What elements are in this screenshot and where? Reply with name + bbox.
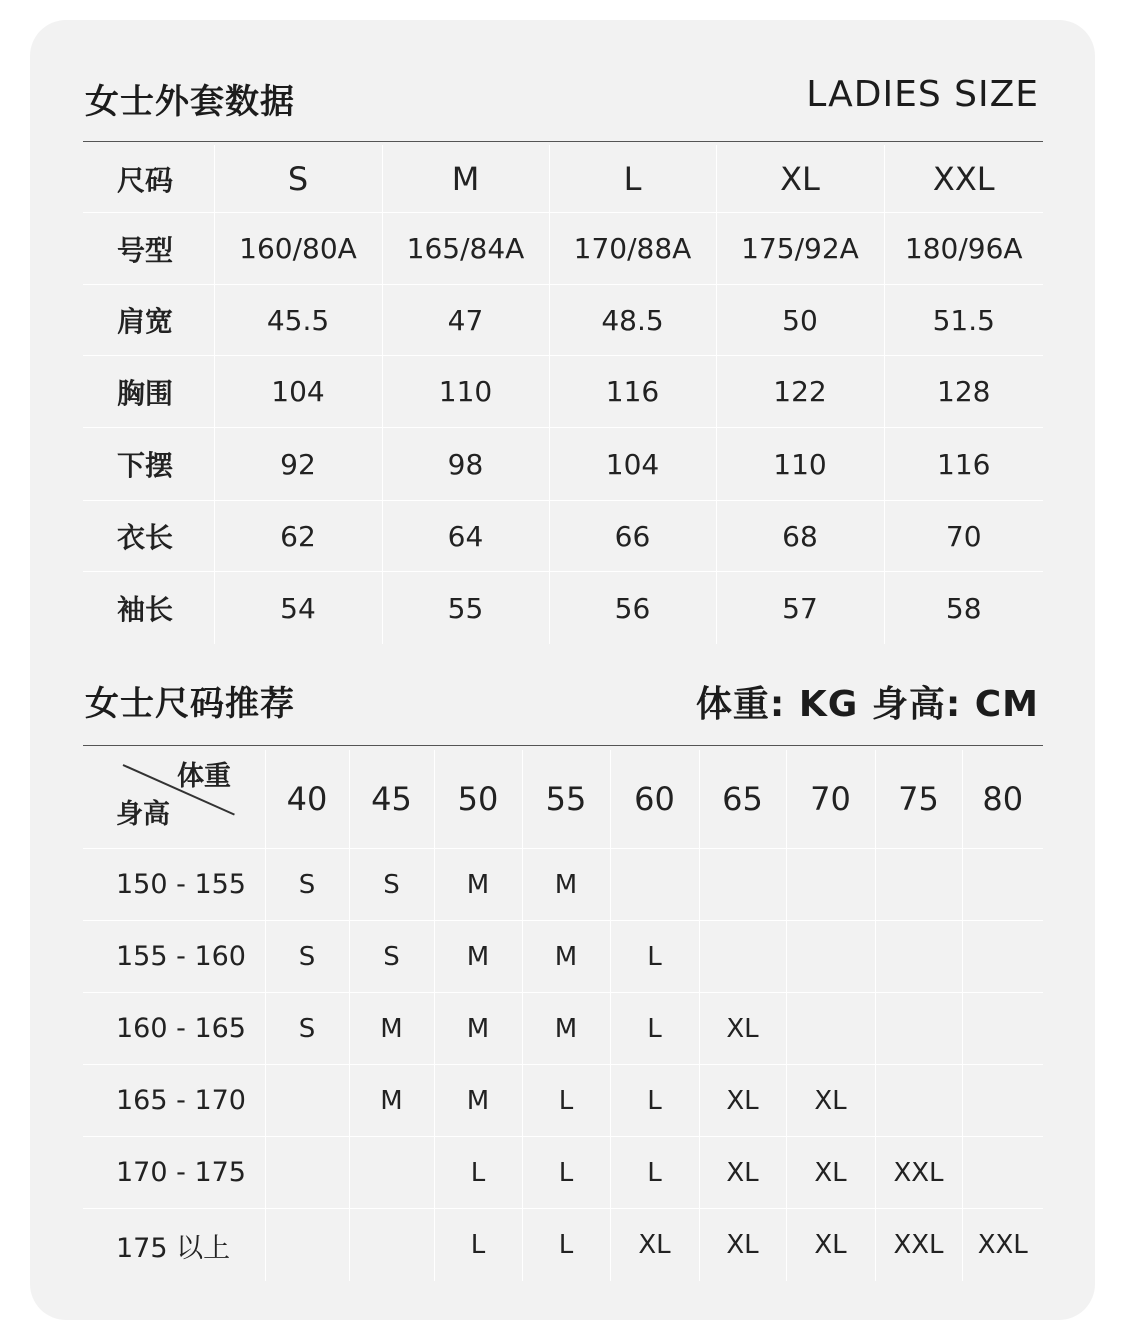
table-cell: 51.5 — [884, 285, 1043, 356]
table-cell: 45.5 — [214, 285, 382, 356]
height-range-label: 165 - 170 — [83, 1065, 265, 1137]
table-cell: 48.5 — [549, 285, 716, 356]
table-cell: 68 — [716, 501, 884, 572]
recommended-size-cell: L — [610, 993, 699, 1065]
table-row — [83, 572, 1043, 645]
recommended-size-cell: M — [349, 1065, 434, 1137]
table-cell: 50 — [716, 285, 884, 356]
recommended-size-cell — [349, 1137, 434, 1209]
recommended-size-cell: L — [434, 1209, 522, 1282]
divider — [83, 745, 1043, 746]
size-header: M — [382, 145, 549, 213]
table-row — [83, 921, 1043, 993]
table-cell: 110 — [716, 428, 884, 501]
table-row — [83, 1209, 1043, 1282]
recommended-size-cell: XL — [699, 1065, 786, 1137]
table-cell: 66 — [549, 501, 716, 572]
table-cell: 180/96A — [884, 213, 1043, 285]
recommended-size-cell: L — [522, 1065, 610, 1137]
table-cell: 110 — [382, 356, 549, 428]
recommended-size-cell — [962, 921, 1043, 993]
table-cell: 70 — [884, 501, 1043, 572]
recommended-size-cell — [610, 849, 699, 921]
recommended-size-cell — [786, 993, 875, 1065]
table-cell: 165/84A — [382, 213, 549, 285]
recommended-size-cell — [962, 1137, 1043, 1209]
recommended-size-cell — [875, 1065, 962, 1137]
recommended-size-cell — [962, 849, 1043, 921]
recommended-size-cell: XL — [786, 1065, 875, 1137]
height-range-label: 175 以上 — [83, 1209, 265, 1282]
table-cell: 54 — [214, 572, 382, 645]
size-header: L — [549, 145, 716, 213]
corner-header — [83, 750, 265, 848]
table-row — [83, 1065, 1043, 1137]
recommended-size-cell: XL — [786, 1209, 875, 1282]
table-cell: 104 — [549, 428, 716, 501]
weight-header: 55 — [522, 750, 610, 849]
table-row — [83, 285, 1043, 356]
size-header: XXL — [884, 145, 1043, 213]
table-cell: 98 — [382, 428, 549, 501]
table-cell: 170/88A — [549, 213, 716, 285]
size-spec-table — [83, 145, 1043, 644]
recommended-size-cell: XL — [786, 1137, 875, 1209]
recommended-size-cell: M — [434, 993, 522, 1065]
height-label: 身高 — [116, 799, 170, 830]
table-header-row — [83, 145, 1043, 213]
recommended-size-cell: S — [265, 921, 349, 993]
table-row — [83, 213, 1043, 285]
recommended-size-cell: S — [265, 993, 349, 1065]
recommended-size-cell — [265, 1209, 349, 1282]
table-cell: 64 — [382, 501, 549, 572]
table-cell: 104 — [214, 356, 382, 428]
recommended-size-cell: L — [610, 921, 699, 993]
weight-header: 80 — [962, 750, 1043, 849]
recommended-size-cell: M — [522, 849, 610, 921]
recommended-size-cell: S — [349, 921, 434, 993]
recommended-size-cell — [699, 921, 786, 993]
size-recommendation-title: 女士尺码推荐 — [85, 684, 295, 724]
recommended-size-cell — [265, 1137, 349, 1209]
recommended-size-cell — [349, 1209, 434, 1282]
recommended-size-cell: S — [349, 849, 434, 921]
recommended-size-cell — [962, 1065, 1043, 1137]
table-cell: 122 — [716, 356, 884, 428]
recommended-size-cell: M — [434, 1065, 522, 1137]
size-header: S — [214, 145, 382, 213]
weight-header: 70 — [786, 750, 875, 849]
recommended-size-cell: L — [610, 1065, 699, 1137]
recommended-size-cell: L — [434, 1137, 522, 1209]
height-range-label: 150 - 155 — [83, 849, 265, 921]
weight-label: 体重 — [177, 761, 231, 792]
table-row — [83, 501, 1043, 572]
recommended-size-cell: M — [434, 849, 522, 921]
table-cell: 58 — [945, 591, 982, 625]
height-range-label: 155 - 160 — [83, 921, 265, 993]
weight-header: 65 — [699, 750, 786, 849]
table-cell: 128 — [884, 356, 1043, 428]
ladies-size-label: LADIES SIZE — [806, 74, 1039, 115]
recommended-size-cell — [786, 921, 875, 993]
table-cell: 55 — [382, 572, 549, 645]
recommended-size-cell: XXL — [977, 1230, 1028, 1260]
weight-header: 60 — [610, 750, 699, 849]
table-header-row — [83, 750, 1043, 849]
recommended-size-cell: M — [522, 993, 610, 1065]
corner-header-cell — [83, 750, 265, 849]
table-cell: 62 — [214, 501, 382, 572]
row-label: 尺码 — [83, 145, 214, 213]
recommended-size-cell — [962, 993, 1043, 1065]
units-label: 体重: KG 身高: CM — [695, 684, 1039, 725]
recommended-size-cell — [699, 849, 786, 921]
table-row — [83, 849, 1043, 921]
row-label: 袖长 — [83, 572, 214, 645]
recommended-size-cell: M — [522, 921, 610, 993]
recommended-size-cell — [875, 921, 962, 993]
weight-header: 40 — [265, 750, 349, 849]
recommended-size-cell: XL — [699, 1209, 786, 1282]
table-cell: 57 — [716, 572, 884, 645]
size-header: XL — [716, 145, 884, 213]
recommended-size-cell: L — [522, 1209, 610, 1282]
row-label: 号型 — [83, 213, 214, 285]
recommended-size-cell: M — [434, 921, 522, 993]
row-label: 胸围 — [83, 356, 214, 428]
recommended-size-cell: M — [349, 993, 434, 1065]
weight-header: 50 — [434, 750, 522, 849]
recommended-size-cell: XL — [699, 993, 786, 1065]
row-label: 衣长 — [83, 501, 214, 572]
table-row — [83, 1137, 1043, 1209]
height-range-label: 170 - 175 — [83, 1137, 265, 1209]
table-row — [83, 356, 1043, 428]
recommended-size-cell: XXL — [875, 1209, 962, 1282]
table-cell: 56 — [549, 572, 716, 645]
size-recommendation-table — [83, 750, 1043, 1281]
table-row — [83, 428, 1043, 501]
recommended-size-cell: S — [265, 849, 349, 921]
recommended-size-cell: XXL — [875, 1137, 962, 1209]
table-cell: 160/80A — [214, 213, 382, 285]
table-cell: 175/92A — [716, 213, 884, 285]
recommended-size-cell — [875, 993, 962, 1065]
table-cell: 116 — [884, 428, 1043, 501]
table-cell: 47 — [382, 285, 549, 356]
recommended-size-cell — [786, 849, 875, 921]
table-cell: 116 — [549, 356, 716, 428]
recommended-size-cell: XL — [699, 1137, 786, 1209]
recommended-size-cell: L — [522, 1137, 610, 1209]
row-label: 下摆 — [83, 428, 214, 501]
recommended-size-cell — [875, 849, 962, 921]
recommended-size-cell: XL — [610, 1209, 699, 1282]
recommended-size-cell — [265, 1065, 349, 1137]
ladies-jacket-data-title: 女士外套数据 — [85, 82, 295, 122]
recommended-size-cell: L — [610, 1137, 699, 1209]
row-label: 肩宽 — [83, 285, 214, 356]
table-row — [83, 993, 1043, 1065]
height-range-label: 160 - 165 — [83, 993, 265, 1065]
table-cell: 92 — [214, 428, 382, 501]
weight-header: 75 — [875, 750, 962, 849]
weight-header: 45 — [349, 750, 434, 849]
divider — [83, 141, 1043, 142]
